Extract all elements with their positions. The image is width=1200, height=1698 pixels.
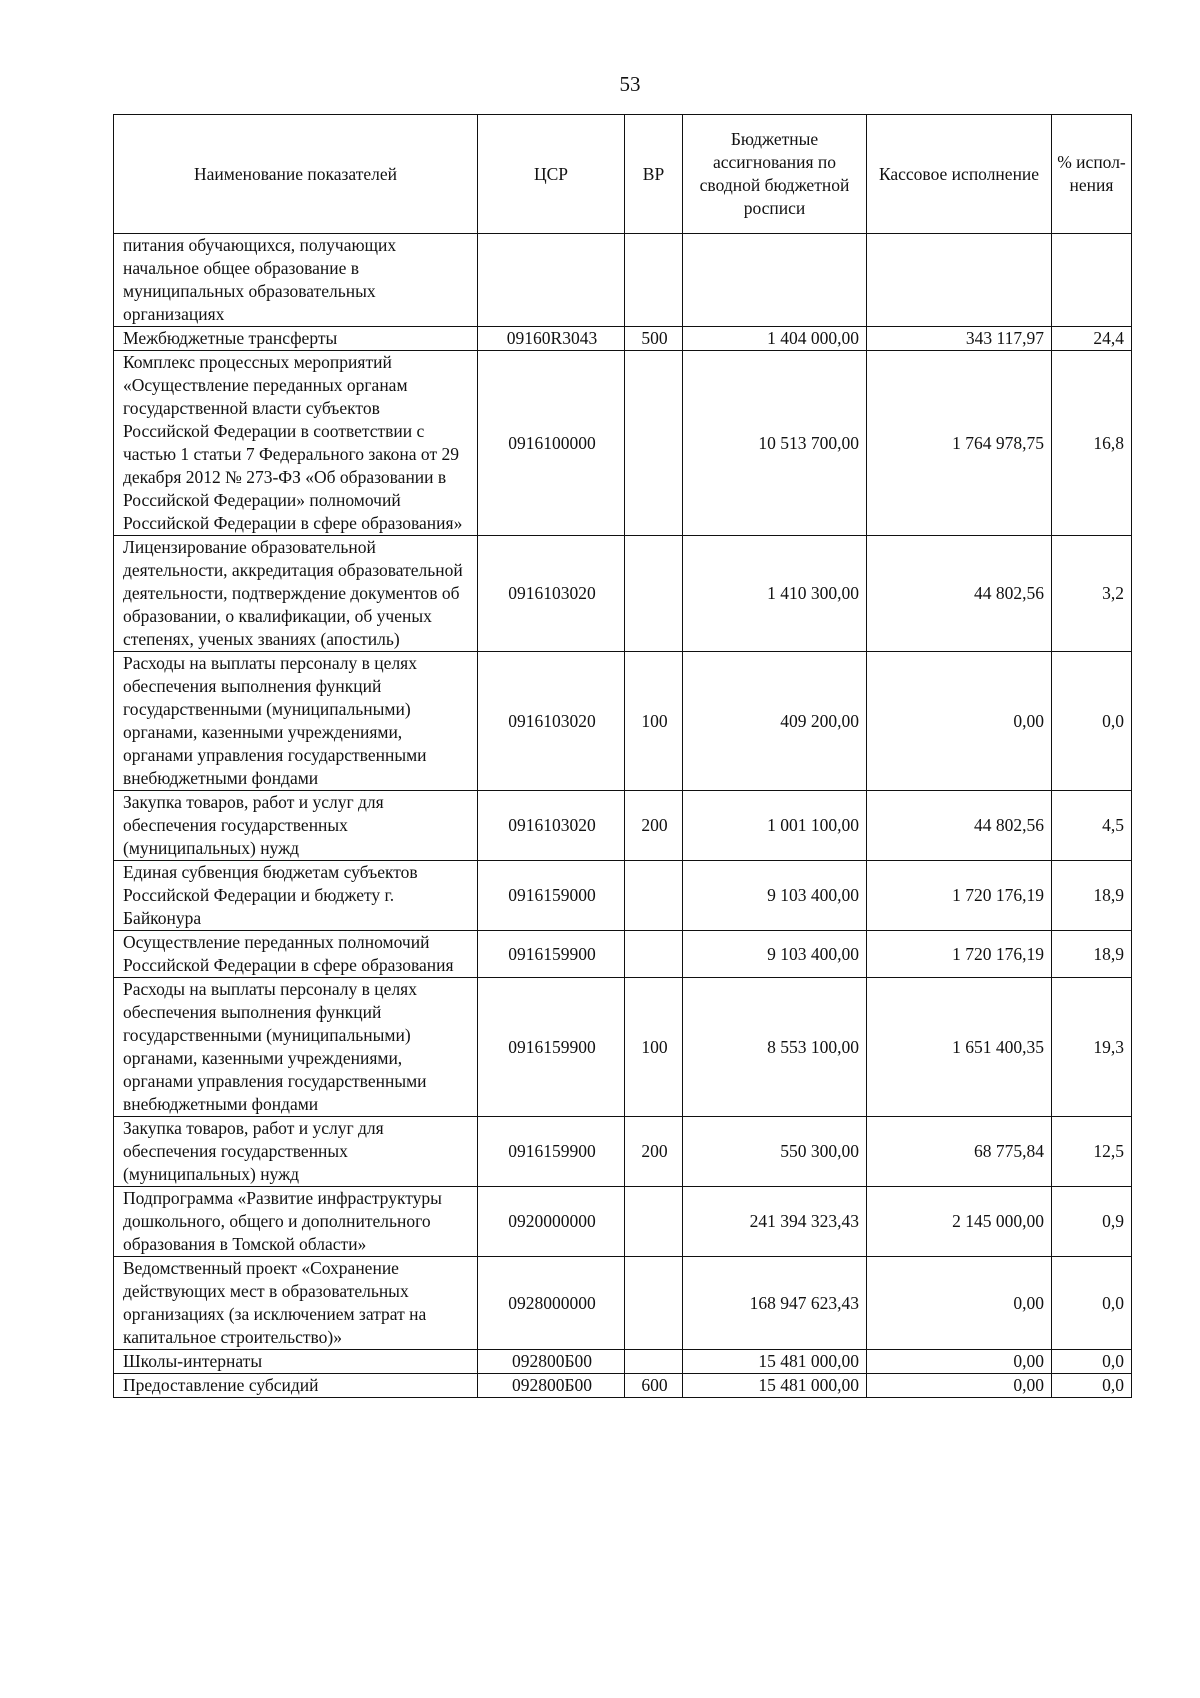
cell-name: Расходы на выплаты персоналу в целях обеспечения выполнения функций государственными (муниципальными) органами, казенными учреждениями, органами управления государственными внебюджетными фондами xyxy=(114,652,478,791)
cell-name: Расходы на выплаты персоналу в целях обеспечения выполнения функций государственными (муниципальными) органами, казенными учреждениями, органами управления государственными внебюджетными фондами xyxy=(114,978,478,1117)
table-row xyxy=(114,1117,1132,1187)
cell-cash-execution: 0,00 xyxy=(867,1257,1052,1350)
cell-percent: 0,0 xyxy=(1052,1374,1132,1398)
table-row xyxy=(114,1350,1132,1374)
cell-percent: 0,0 xyxy=(1052,1350,1132,1374)
cell-name: Закупка товаров, работ и услуг для обеспечения государственных (муниципальных) нужд xyxy=(114,791,478,861)
cell-name: Осуществление переданных полномочий Российской Федерации в сфере образования xyxy=(114,931,478,978)
table-row xyxy=(114,1187,1132,1257)
cell-assignments: 1 001 100,00 xyxy=(683,791,867,861)
cell-cash-execution: 1 720 176,19 xyxy=(867,861,1052,931)
table-row xyxy=(114,1374,1132,1398)
cell-cash-execution: 2 145 000,00 xyxy=(867,1187,1052,1257)
header-csr: ЦСР xyxy=(478,115,625,234)
cell-assignments: 9 103 400,00 xyxy=(683,931,867,978)
cell-percent xyxy=(1052,234,1132,327)
cell-assignments: 10 513 700,00 xyxy=(683,351,867,536)
cell-percent: 0,9 xyxy=(1052,1187,1132,1257)
cell-percent: 0,0 xyxy=(1052,652,1132,791)
cell-assignments: 168 947 623,43 xyxy=(683,1257,867,1350)
cell-cash-execution: 68 775,84 xyxy=(867,1117,1052,1187)
cell-name: Межбюджетные трансферты xyxy=(114,327,478,351)
cell-assignments: 550 300,00 xyxy=(683,1117,867,1187)
cell-assignments xyxy=(683,234,867,327)
cell-vr xyxy=(625,351,683,536)
page-number: 53 xyxy=(619,72,641,96)
cell-vr: 600 xyxy=(625,1374,683,1398)
budget-execution-table xyxy=(113,114,1132,1398)
cell-csr: 0916159000 xyxy=(478,861,625,931)
table-row xyxy=(114,791,1132,861)
cell-assignments: 1 404 000,00 xyxy=(683,327,867,351)
cell-csr: 0916100000 xyxy=(478,351,625,536)
cell-csr: 092800Б00 xyxy=(478,1350,625,1374)
cell-cash-execution: 1 720 176,19 xyxy=(867,931,1052,978)
cell-vr: 500 xyxy=(625,327,683,351)
cell-percent: 3,2 xyxy=(1052,536,1132,652)
cell-assignments: 15 481 000,00 xyxy=(683,1350,867,1374)
cell-name: питания обучающихся, получающих начальное общее образование в муниципальных образовательных организациях xyxy=(114,234,478,327)
cell-cash-execution: 0,00 xyxy=(867,652,1052,791)
cell-csr: 0916159900 xyxy=(478,931,625,978)
table-row xyxy=(114,652,1132,791)
cell-name: Предоставление субсидий xyxy=(114,1374,478,1398)
cell-vr xyxy=(625,861,683,931)
cell-assignments: 1 410 300,00 xyxy=(683,536,867,652)
cell-vr xyxy=(625,1257,683,1350)
table-header-row xyxy=(114,115,1132,234)
cell-vr: 200 xyxy=(625,1117,683,1187)
cell-vr: 100 xyxy=(625,652,683,791)
cell-assignments: 8 553 100,00 xyxy=(683,978,867,1117)
cell-cash-execution: 44 802,56 xyxy=(867,536,1052,652)
cell-assignments: 9 103 400,00 xyxy=(683,861,867,931)
cell-vr xyxy=(625,1350,683,1374)
table-row xyxy=(114,1257,1132,1350)
cell-assignments: 15 481 000,00 xyxy=(683,1374,867,1398)
cell-percent: 18,9 xyxy=(1052,931,1132,978)
table-row xyxy=(114,861,1132,931)
header-cash-execution: Кассовое исполнение xyxy=(867,115,1052,234)
cell-percent: 12,5 xyxy=(1052,1117,1132,1187)
cell-csr: 09160R3043 xyxy=(478,327,625,351)
cell-percent: 19,3 xyxy=(1052,978,1132,1117)
cell-csr: 0916103020 xyxy=(478,791,625,861)
header-name: Наименование показателей xyxy=(114,115,478,234)
cell-vr xyxy=(625,234,683,327)
cell-name: Единая субвенция бюджетам субъектов Российской Федерации и бюджету г. Байконура xyxy=(114,861,478,931)
cell-name: Закупка товаров, работ и услуг для обеспечения государственных (муниципальных) нужд xyxy=(114,1117,478,1187)
cell-cash-execution: 1 764 978,75 xyxy=(867,351,1052,536)
cell-csr: 0916103020 xyxy=(478,652,625,791)
cell-csr: 0916103020 xyxy=(478,536,625,652)
table-row xyxy=(114,931,1132,978)
cell-cash-execution: 1 651 400,35 xyxy=(867,978,1052,1117)
cell-csr: 0928000000 xyxy=(478,1257,625,1350)
cell-name: Подпрограмма «Развитие инфраструктуры дошкольного, общего и дополнительного образования в Томской области» xyxy=(114,1187,478,1257)
table-row xyxy=(114,978,1132,1117)
cell-vr xyxy=(625,536,683,652)
cell-csr: 0916159900 xyxy=(478,978,625,1117)
cell-percent: 16,8 xyxy=(1052,351,1132,536)
cell-cash-execution: 44 802,56 xyxy=(867,791,1052,861)
header-assignments: Бюджетные ассигнования по сводной бюджетной росписи xyxy=(683,115,867,234)
cell-percent: 0,0 xyxy=(1052,1257,1132,1350)
cell-assignments: 241 394 323,43 xyxy=(683,1187,867,1257)
cell-cash-execution xyxy=(867,234,1052,327)
cell-name: Школы-интернаты xyxy=(114,1350,478,1374)
table-row xyxy=(114,536,1132,652)
cell-percent: 18,9 xyxy=(1052,861,1132,931)
cell-csr xyxy=(478,234,625,327)
cell-vr xyxy=(625,931,683,978)
header-vr: ВР xyxy=(625,115,683,234)
cell-name: Комплекс процессных мероприятий «Осуществление переданных органам государственной власти субъектов Российской Федерации в соответствии с частью 1 статьи 7 Федерального закона от 29 декабря 2012 № 273-ФЗ «Об образовании в Российской Федерации» полномочий Российской Федерации в сфере образования» xyxy=(114,351,478,536)
table-row xyxy=(114,327,1132,351)
cell-csr: 0916159900 xyxy=(478,1117,625,1187)
cell-cash-execution: 343 117,97 xyxy=(867,327,1052,351)
cell-percent: 24,4 xyxy=(1052,327,1132,351)
cell-cash-execution: 0,00 xyxy=(867,1374,1052,1398)
cell-csr: 092800Б00 xyxy=(478,1374,625,1398)
cell-name: Ведомственный проект «Сохранение действующих мест в образовательных организациях (за исключением затрат на капитальное строительство)» xyxy=(114,1257,478,1350)
cell-vr xyxy=(625,1187,683,1257)
cell-csr: 0920000000 xyxy=(478,1187,625,1257)
table-row xyxy=(114,234,1132,327)
table-row xyxy=(114,351,1132,536)
cell-vr: 200 xyxy=(625,791,683,861)
cell-vr: 100 xyxy=(625,978,683,1117)
cell-assignments: 409 200,00 xyxy=(683,652,867,791)
cell-percent: 4,5 xyxy=(1052,791,1132,861)
cell-cash-execution: 0,00 xyxy=(867,1350,1052,1374)
cell-name: Лицензирование образовательной деятельности, аккредитация образовательной деятельности, подтверждение документов об образовании, о квалификации, об ученых степенях, ученых званиях (апостиль) xyxy=(114,536,478,652)
header-percent: % испол-нения xyxy=(1052,115,1132,234)
